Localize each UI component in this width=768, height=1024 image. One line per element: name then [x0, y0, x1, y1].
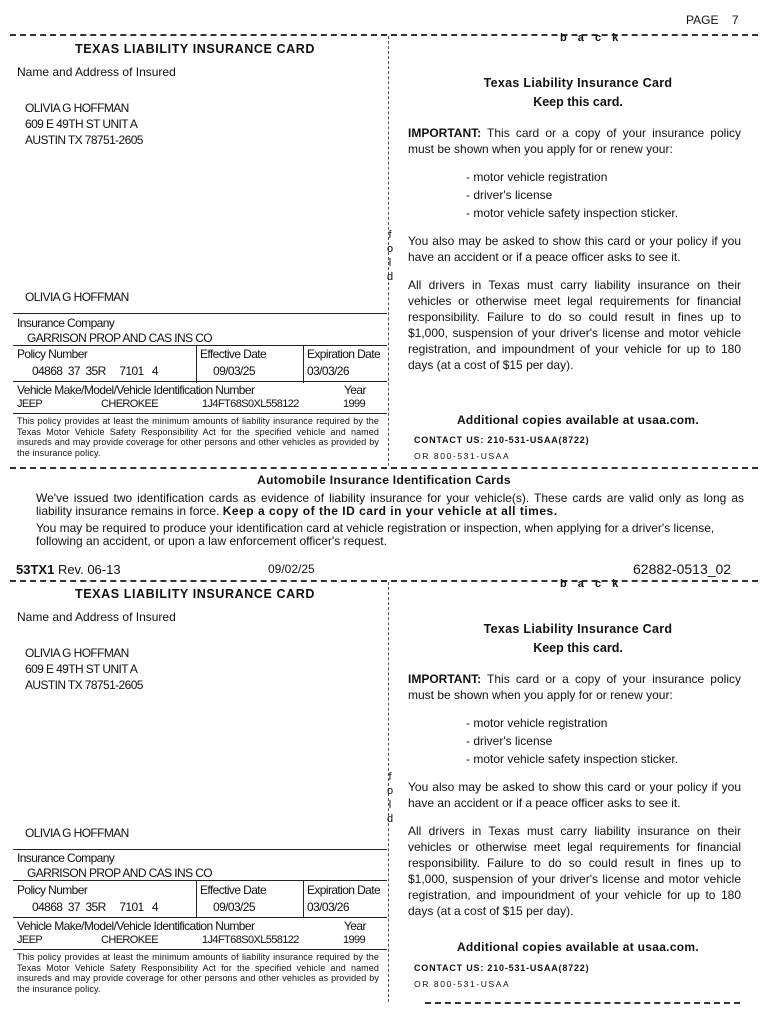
expiration-date: 03/03/26 [307, 900, 349, 914]
contact-line: CONTACT US: 210-531-USAA(8722) [414, 435, 590, 445]
insurance-company: GARRISON PROP AND CAS INS CO [27, 866, 213, 880]
policy-number-label: Policy Number [17, 883, 88, 897]
fold-letter: f [388, 229, 392, 241]
insurance-company: GARRISON PROP AND CAS INS CO [27, 331, 213, 345]
insurance-company-label: Insurance Company [17, 851, 115, 865]
or-phone: OR 800-531-USAA [414, 451, 511, 461]
vin: 1J4FT68S0XL558122 [202, 398, 299, 410]
list-item: - driver's license [466, 188, 553, 202]
or-phone: OR 800-531-USAA [414, 979, 511, 989]
insurance-company-label: Insurance Company [17, 316, 115, 330]
address-line-1: 609 E 49TH ST UNIT A [25, 117, 138, 131]
expiration-date-label: Expiration Date [307, 883, 381, 897]
policy-number-label: Policy Number [17, 347, 88, 361]
middle-title: Automobile Insurance Identification Cards [257, 473, 511, 487]
important-label: IMPORTANT: [408, 672, 482, 686]
vehicle-label: Vehicle Make/Model/Vehicle Identification Number [17, 383, 255, 397]
cut-line-second [10, 580, 758, 582]
rule [13, 917, 387, 918]
form-id [16, 562, 121, 577]
name-address-label: Name and Address of Insured [17, 610, 176, 624]
rule [303, 880, 304, 918]
important-paragraph [408, 125, 741, 157]
keep-card: Keep this card. [533, 95, 623, 109]
all-drivers-paragraph: All drivers in Texas must carry liability insurance on their vehicles or otherwise meet legal requirements for financial responsibility. Failure to do so could result in fines up to $1,000, suspension of your driver's license and motor vehicle registration, and impoundment of your vehicle for up to 180 days (at a cost of $15 per day). [408, 824, 741, 918]
list-item: - motor vehicle safety inspection sticker. [466, 752, 679, 766]
list-item: - motor vehicle safety inspection sticker. [466, 206, 679, 220]
back-label: b a c k [560, 32, 623, 44]
all-drivers-paragraph: All drivers in Texas must carry liability insurance on their vehicles or otherwise meet legal requirements for financial responsibility. Failure to do so could result in fines up to $1,000, suspension of your driver's license and motor vehicle registration, and impoundment of your vehicle for up to 180 days (at a cost of $15 per day). [408, 278, 741, 372]
fold-letter: d [386, 813, 394, 825]
form-rev: Rev. 06-13 [57, 562, 121, 577]
page-value: 7 [731, 13, 739, 27]
back-title: Texas Liability Insurance Card [483, 622, 673, 636]
middle-emphasis: Keep a copy of the ID card in your vehicle at all times. [222, 504, 558, 518]
effective-date: 09/03/25 [213, 364, 255, 378]
fold-letter: l [388, 257, 392, 269]
policy-number: 04868 37 35R 7101 4 [32, 364, 158, 378]
address-line-2: AUSTIN TX 78751-2605 [25, 678, 143, 692]
insured-address-block [25, 100, 143, 148]
form-code: 53TX1 [16, 562, 55, 577]
vehicle-model: CHEROKEE [101, 398, 158, 410]
important-text: This card or a copy of your insurance policy must be shown when you apply for or renew your: [408, 126, 741, 156]
page-label: PAGE [686, 13, 719, 27]
vin: 1J4FT68S0XL558122 [202, 934, 299, 946]
important-label: IMPORTANT: [408, 126, 482, 140]
rule [303, 345, 304, 383]
additional-copies: Additional copies available at usaa.com. [456, 413, 700, 427]
rule [196, 880, 197, 918]
address-line-2: AUSTIN TX 78751-2605 [25, 133, 143, 147]
year-label: Year [344, 383, 366, 397]
insured-name: OLIVIA G HOFFMAN [25, 101, 129, 115]
back-label: b a c k [560, 578, 623, 590]
list-item: - motor vehicle registration [466, 716, 608, 730]
cut-line-bottom [425, 1002, 740, 1004]
effective-date-label: Effective Date [200, 883, 267, 897]
rule [13, 381, 387, 382]
document-number: 62882-0513_02 [633, 561, 732, 577]
legal-text: This policy provides at least the minimum amounts of liability insurance required by the Texas Motor Vehicle Safety Responsibility Act for the specified vehicle and named insureds and may provide coverage for other persons and other vehicles as provided by the insurance policy. [17, 416, 379, 458]
cut-line-middle [10, 467, 758, 469]
important-paragraph [408, 671, 741, 703]
print-date: 09/02/25 [268, 562, 315, 576]
fold-label [385, 770, 395, 826]
address-line-1: 609 E 49TH ST UNIT A [25, 662, 138, 676]
card-title: TEXAS LIABILITY INSURANCE CARD [75, 42, 316, 56]
vehicle-label: Vehicle Make/Model/Vehicle Identification Number [17, 919, 255, 933]
legal-text: This policy provides at least the minimum amounts of liability insurance required by the Texas Motor Vehicle Safety Responsibility Act for the specified vehicle and named insureds and may provide coverage for other persons and other vehicles as provided by the insurance policy. [17, 952, 379, 994]
requirements-list [466, 168, 678, 222]
rule [196, 345, 197, 383]
insured-name: OLIVIA G HOFFMAN [25, 646, 129, 660]
fold-letter: o [386, 785, 394, 797]
page-number [686, 13, 739, 27]
expiration-date: 03/03/26 [307, 364, 349, 378]
fold-letter: o [386, 243, 394, 255]
effective-date-label: Effective Date [200, 347, 267, 361]
rule [13, 949, 387, 950]
back-title: Texas Liability Insurance Card [483, 76, 673, 90]
vehicle-make: JEEP [17, 398, 43, 410]
keep-card: Keep this card. [533, 641, 623, 655]
important-text: This card or a copy of your insurance policy must be shown when you apply for or renew your: [408, 672, 741, 702]
rule [13, 345, 387, 346]
card-title: TEXAS LIABILITY INSURANCE CARD [75, 587, 316, 601]
name-address-label: Name and Address of Insured [17, 65, 176, 79]
middle-text: We've issued two identification cards as evidence of liability insurance for your vehicle(s). These cards are valid only as long as liability insurance remains in force. [36, 491, 744, 518]
also-paragraph: You also may be asked to show this card or your policy if you have an accident or if a peace officer asks to see it. [408, 780, 741, 810]
vehicle-make: JEEP [17, 934, 43, 946]
expiration-date-label: Expiration Date [307, 347, 381, 361]
vehicle-year: 1999 [343, 934, 366, 946]
contact-line: CONTACT US: 210-531-USAA(8722) [414, 963, 590, 973]
policy-number: 04868 37 35R 7101 4 [32, 900, 158, 914]
rule [13, 880, 387, 881]
list-item: - motor vehicle registration [466, 170, 608, 184]
vehicle-year: 1999 [343, 398, 366, 410]
fold-letter: l [388, 799, 392, 811]
insured-name-bottom: OLIVIA G HOFFMAN [25, 826, 129, 840]
insured-address-block [25, 645, 143, 693]
vehicle-model: CHEROKEE [101, 934, 158, 946]
cut-line-top [10, 34, 758, 36]
fold-letter: f [388, 771, 392, 783]
middle-paragraph-1 [16, 492, 752, 518]
middle-paragraph-2: You may be required to produce your identification card at vehicle registration or inspection, when applying for a driver's license, following an accident, or upon a law enforcement officer's request. [36, 521, 715, 548]
middle-section [16, 473, 752, 548]
fold-letter: d [386, 271, 394, 283]
also-paragraph: You also may be asked to show this card or your policy if you have an accident or if a peace officer asks to see it. [408, 234, 741, 264]
insured-name-bottom: OLIVIA G HOFFMAN [25, 290, 129, 304]
effective-date: 09/03/25 [213, 900, 255, 914]
list-item: - driver's license [466, 734, 553, 748]
year-label: Year [344, 919, 366, 933]
rule [13, 849, 387, 850]
rule [13, 313, 387, 314]
additional-copies: Additional copies available at usaa.com. [456, 940, 700, 954]
fold-label [385, 228, 395, 284]
requirements-list [466, 714, 678, 768]
rule [13, 413, 387, 414]
